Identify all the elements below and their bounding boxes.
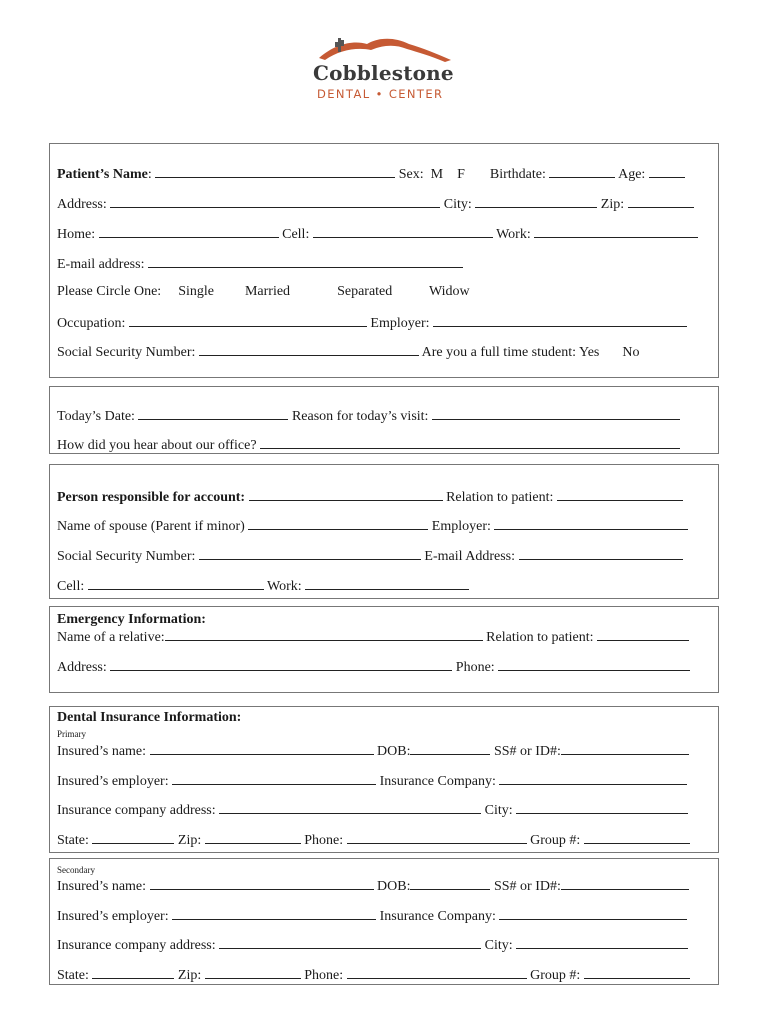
secondary-company-label: Insurance Company: — [379, 909, 496, 924]
patient-row-1: Patient’s Name: Sex: M F Birthdate: Age: — [57, 165, 685, 183]
emergency-phone-label: Phone: — [455, 660, 495, 675]
secondary-row-4 — [57, 966, 690, 984]
responsible-work-label: Work: — [266, 579, 302, 594]
ssn-field[interactable] — [199, 343, 419, 356]
primary-row-3 — [57, 801, 688, 819]
primary-ssid-field[interactable] — [561, 742, 689, 755]
primary-company-field[interactable] — [499, 772, 687, 785]
occupation-label: Occupation: — [57, 316, 126, 331]
primary-city-label: City: — [484, 803, 513, 818]
secondary-city-field[interactable] — [516, 936, 688, 949]
responsible-employer-label: Employer: — [431, 519, 491, 534]
primary-insured-name-field[interactable] — [150, 742, 374, 755]
secondary-ssid-label: SS# or ID#: — [493, 879, 561, 894]
insurance-title: Dental Insurance Information: — [57, 710, 242, 725]
secondary-row-1 — [57, 877, 689, 895]
insurance-secondary-section — [49, 858, 719, 985]
patient-row-5 — [57, 284, 470, 300]
reason-label: Reason for today’s visit: — [291, 409, 429, 424]
secondary-ssid-field[interactable] — [561, 877, 689, 890]
patient-row-7 — [57, 343, 640, 361]
primary-state-field[interactable] — [92, 831, 174, 844]
logo-name: Cobblestone — [313, 61, 454, 85]
primary-company-address-label: Insurance company address: — [57, 803, 216, 818]
work-label: Work: — [496, 227, 531, 242]
secondary-insured-name-label: Insured’s name: — [57, 879, 147, 894]
primary-dob-field[interactable] — [410, 742, 490, 755]
sex-m-option[interactable]: M — [430, 167, 444, 182]
birthdate-label: Birthdate: — [489, 167, 546, 182]
student-no-option[interactable]: No — [622, 345, 640, 360]
emergency-relation-label: Relation to patient: — [486, 630, 594, 645]
home-field[interactable] — [99, 225, 279, 238]
secondary-row-2 — [57, 907, 687, 925]
patient-name-label: Patient’s Name — [57, 167, 148, 182]
responsible-relation-field[interactable] — [557, 488, 683, 501]
age-label: Age: — [618, 167, 646, 182]
visit-row-1 — [57, 407, 680, 425]
responsible-ssn-field[interactable] — [199, 547, 421, 560]
secondary-dob-label: DOB: — [377, 879, 411, 894]
emergency-title: Emergency Information: — [57, 612, 206, 627]
address-label: Address: — [57, 197, 107, 212]
primary-group-field[interactable] — [584, 831, 690, 844]
responsible-row-1 — [57, 488, 683, 506]
reason-field[interactable] — [432, 407, 680, 420]
city-field[interactable] — [475, 195, 597, 208]
visit-row-2 — [57, 436, 680, 454]
primary-zip-field[interactable] — [205, 831, 301, 844]
primary-dob-label: DOB: — [377, 744, 411, 759]
primary-label: Primary — [57, 729, 86, 739]
primary-company-address-field[interactable] — [219, 801, 481, 814]
todays-date-label: Today’s Date: — [57, 409, 135, 424]
secondary-label: Secondary — [57, 865, 95, 875]
primary-row-4 — [57, 831, 690, 849]
primary-company-label: Insurance Company: — [379, 774, 496, 789]
primary-phone-field[interactable] — [347, 831, 527, 844]
work-field[interactable] — [534, 225, 698, 238]
emergency-row-1 — [57, 628, 689, 646]
emergency-section — [49, 606, 719, 693]
relative-name-field[interactable] — [165, 628, 483, 641]
zip-field[interactable] — [628, 195, 694, 208]
todays-date-field[interactable] — [138, 407, 288, 420]
responsible-employer-field[interactable] — [494, 517, 688, 530]
responsible-relation-label: Relation to patient: — [446, 490, 554, 505]
referral-field[interactable] — [260, 436, 680, 449]
primary-group-label: Group #: — [530, 833, 581, 848]
ssn-label: Social Security Number: — [57, 345, 196, 360]
marital-married-option[interactable]: Married — [244, 284, 291, 299]
sex-label: Sex: — [398, 167, 424, 182]
logo — [305, 34, 465, 106]
home-label: Home: — [57, 227, 96, 242]
referral-label: How did you hear about our office? — [57, 438, 257, 453]
secondary-company-address-label: Insurance company address: — [57, 938, 216, 953]
primary-employer-label: Insured’s employer: — [57, 774, 169, 789]
patient-row-2 — [57, 195, 694, 213]
patient-name-field[interactable] — [155, 165, 395, 178]
primary-employer-field[interactable] — [172, 772, 376, 785]
responsible-row-4 — [57, 577, 469, 595]
responsible-row-3 — [57, 547, 683, 565]
emergency-relation-field[interactable] — [597, 628, 689, 641]
birthdate-field[interactable] — [549, 165, 615, 178]
sex-f-option[interactable]: F — [457, 167, 465, 182]
responsible-work-field[interactable] — [305, 577, 469, 590]
zip-label: Zip: — [600, 197, 625, 212]
visit-section — [49, 386, 719, 454]
city-label: City: — [443, 197, 472, 212]
insurance-primary-section — [49, 706, 719, 853]
secondary-state-field[interactable] — [92, 966, 174, 979]
patient-row-3 — [57, 225, 698, 243]
secondary-employer-label: Insured’s employer: — [57, 909, 169, 924]
responsible-name-field[interactable] — [249, 488, 443, 501]
marital-single-option[interactable]: Single — [178, 284, 214, 299]
address-field[interactable] — [110, 195, 440, 208]
patient-section — [49, 143, 719, 378]
secondary-company-field[interactable] — [499, 907, 687, 920]
age-field[interactable] — [649, 165, 685, 178]
responsible-email-field[interactable] — [519, 547, 683, 560]
occupation-field[interactable] — [129, 314, 367, 327]
primary-phone-label: Phone: — [304, 833, 344, 848]
employer-field[interactable] — [433, 314, 687, 327]
responsible-title: Person responsible for account: — [57, 490, 246, 505]
email-field[interactable] — [148, 255, 463, 268]
student-yes-option[interactable]: Yes — [579, 345, 600, 360]
primary-zip-label: Zip: — [177, 833, 202, 848]
email-label: E-mail address: — [57, 257, 145, 272]
secondary-phone-field[interactable] — [347, 966, 527, 979]
logo-subtitle: DENTAL • CENTER — [317, 87, 444, 101]
secondary-group-field[interactable] — [584, 966, 690, 979]
secondary-employer-field[interactable] — [172, 907, 376, 920]
employer-label: Employer: — [370, 316, 430, 331]
secondary-phone-label: Phone: — [304, 968, 344, 983]
emergency-address-field[interactable] — [110, 658, 452, 671]
secondary-group-label: Group #: — [530, 968, 581, 983]
primary-city-field[interactable] — [516, 801, 688, 814]
secondary-dob-field[interactable] — [410, 877, 490, 890]
spouse-field[interactable] — [248, 517, 428, 530]
responsible-cell-label: Cell: — [57, 579, 85, 594]
responsible-section — [49, 464, 719, 599]
emergency-phone-field[interactable] — [498, 658, 690, 671]
marital-widow-option[interactable]: Widow — [429, 284, 470, 299]
primary-row-1 — [57, 742, 689, 760]
responsible-row-2 — [57, 517, 688, 535]
student-label: Are you a full time student: — [421, 345, 577, 360]
emergency-address-label: Address: — [57, 660, 107, 675]
spouse-label: Name of spouse (Parent if minor) — [57, 519, 245, 534]
responsible-cell-field[interactable] — [88, 577, 264, 590]
primary-state-label: State: — [57, 833, 89, 848]
emergency-row-2 — [57, 658, 690, 676]
primary-ssid-label: SS# or ID#: — [493, 744, 561, 759]
secondary-zip-label: Zip: — [177, 968, 202, 983]
circle-one-label: Please Circle One: — [57, 284, 162, 299]
patient-row-4 — [57, 255, 463, 273]
primary-insured-name-label: Insured’s name: — [57, 744, 147, 759]
marital-separated-option[interactable]: Separated — [337, 284, 393, 299]
cell-field[interactable] — [313, 225, 493, 238]
patient-row-6 — [57, 314, 687, 332]
secondary-company-address-field[interactable] — [219, 936, 481, 949]
responsible-ssn-label: Social Security Number: — [57, 549, 196, 564]
primary-row-2 — [57, 772, 687, 790]
secondary-city-label: City: — [484, 938, 513, 953]
secondary-insured-name-field[interactable] — [150, 877, 374, 890]
responsible-email-label: E-mail Address: — [424, 549, 516, 564]
cell-label: Cell: — [282, 227, 310, 242]
relative-name-label: Name of a relative: — [57, 630, 165, 645]
secondary-state-label: State: — [57, 968, 89, 983]
secondary-row-3 — [57, 936, 688, 954]
secondary-zip-field[interactable] — [205, 966, 301, 979]
